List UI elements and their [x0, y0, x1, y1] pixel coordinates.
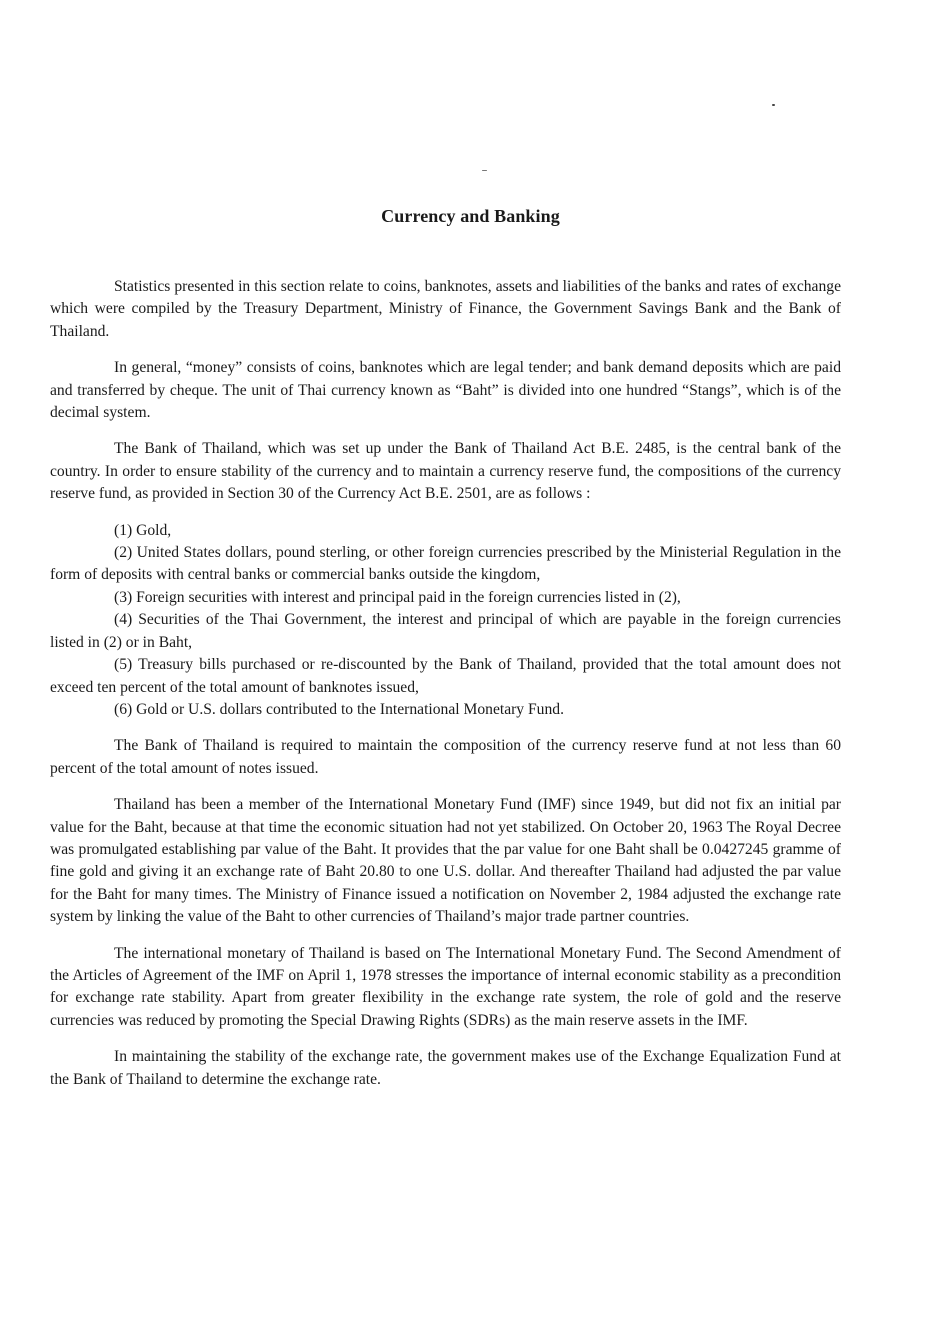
- reserve-composition-list: [50, 520, 841, 722]
- paragraph-central-bank: The Bank of Thailand, which was set up under the Bank of Thailand Act B.E. 2485, is the central bank of the country. In order to ensure stability of the currency and to maintain a currency reserve fund, the compositions of the currency reserve fund, as provided in Section 30 of the Currency Act B.E. 2501, are as follows :: [50, 440, 841, 503]
- paragraph-international-monetary: The international monetary of Thailand is based on The International Monetary Fund. The Second Amendment of the Articles of Agreement of the IMF on April 1, 1978 stresses the importance of internal economic stability as a precondition for exchange rate stability. Apart from greater flexibility in the exchange rate system, the role of gold and the reserve currencies was reduced by promoting the Special Drawing Rights (SDRs) as the main reserve assets in the IMF.: [50, 944, 841, 1029]
- paragraph-imf-membership: Thailand has been a member of the International Monetary Fund (IMF) since 1949, but did not fix an initial par value for the Baht, because at that time the economic situation had not yet stabilized. On October 20, 1963 The Royal Decree was promulgated establishing par value of the Baht. It provides that the par value for one Baht shall be 0.0427245 gramme of fine gold and giving it an exchange rate of Baht 20.80 to one U.S. dollar. And thereafter Thailand had adjusted the par value for the Baht for many times. The Ministry of Finance issued a notification on November 2, 1984 adjusted the exchange rate system by linking the value of the Baht to other currencies of Thailand’s major trade partner countries.: [50, 796, 841, 926]
- document-body: [50, 276, 841, 1105]
- list-item: (6) Gold or U.S. dollars contributed to the International Monetary Fund.: [114, 700, 564, 718]
- scan-speck: [772, 104, 775, 106]
- page-title: Currency and Banking: [381, 206, 560, 226]
- list-item: (3) Foreign securities with interest and principal paid in the foreign currencies listed in (2),: [114, 588, 681, 606]
- list-item: (5) Treasury bills purchased or re-discounted by the Bank of Thailand, provided that the total amount does not exceed ten percent of the total amount of banknotes issued,: [50, 656, 841, 696]
- paragraph-intro: Statistics presented in this section relate to coins, banknotes, assets and liabilities of the banks and rates of exchange which were compiled by the Treasury Department, Ministry of Finance, the Government Savings Bank and the Bank of Thailand.: [50, 278, 841, 340]
- list-item: (2) United States dollars, pound sterling, or other foreign currencies prescribed by the Ministerial Regulation in the form of deposits with central banks or commercial banks outside the kingdom,: [50, 544, 841, 584]
- paragraph-reserve-requirement: The Bank of Thailand is required to maintain the composition of the currency reserve fund at not less than 60 percent of the total amount of notes issued.: [50, 737, 841, 777]
- paragraph-exchange-equalization: In maintaining the stability of the exchange rate, the government makes use of the Exchange Equalization Fund at the Bank of Thailand to determine the exchange rate.: [50, 1048, 841, 1088]
- list-item: (4) Securities of the Thai Government, the interest and principal of which are payable in the foreign currencies listed in (2) or in Baht,: [50, 611, 841, 651]
- list-item: (1) Gold,: [114, 521, 172, 539]
- scan-speck: [482, 170, 487, 171]
- paragraph-money: In general, “money” consists of coins, banknotes which are legal tender; and bank demand deposits which are paid and transferred by cheque. The unit of Thai currency known as “Baht” is divided into one hundred “Stangs”, which is of the decimal system.: [50, 359, 841, 422]
